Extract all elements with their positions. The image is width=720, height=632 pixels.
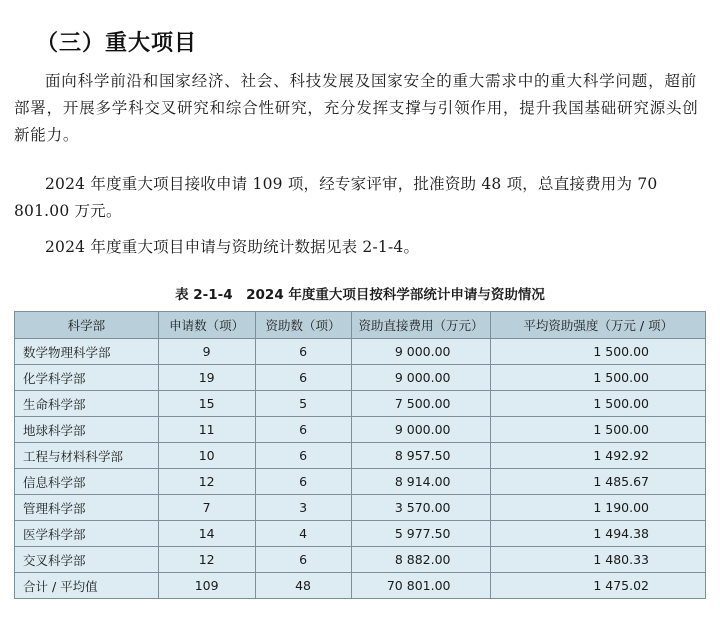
cell-total-applications: 109: [158, 573, 255, 599]
cell-funded: 4: [255, 521, 351, 547]
cell-average-intensity: 1 190.00: [491, 495, 706, 521]
header-department: 科学部: [15, 312, 159, 339]
cell-department: 医学科学部: [15, 521, 159, 547]
cell-direct-cost: 9 000.00: [351, 339, 491, 365]
table-row: [15, 469, 706, 495]
cell-funded: 6: [255, 443, 351, 469]
funding-table: [14, 311, 706, 599]
cell-funded: 3: [255, 495, 351, 521]
cell-applications: 19: [158, 365, 255, 391]
table-row: [15, 521, 706, 547]
table-total-row: [15, 573, 706, 599]
cell-average-intensity: 1 480.33: [491, 547, 706, 573]
header-applications: 申请数（项）: [158, 312, 255, 339]
cell-funded: 6: [255, 547, 351, 573]
cell-department: 化学科学部: [15, 365, 159, 391]
cell-applications: 11: [158, 417, 255, 443]
table-row: [15, 391, 706, 417]
cell-direct-cost: 5 977.50: [351, 521, 491, 547]
header-average-intensity: 平均资助强度（万元 / 项）: [491, 312, 706, 339]
table-row: [15, 495, 706, 521]
cell-average-intensity: 1 500.00: [491, 339, 706, 365]
cell-average-intensity: 1 485.67: [491, 469, 706, 495]
cell-department: 数学物理科学部: [15, 339, 159, 365]
paragraph-table-reference: 2024 年度重大项目申请与资助统计数据见表 2-1-4。: [45, 238, 420, 256]
table-row: [15, 443, 706, 469]
cell-direct-cost: 8 957.50: [351, 443, 491, 469]
cell-direct-cost: 9 000.00: [351, 417, 491, 443]
cell-direct-cost: 8 914.00: [351, 469, 491, 495]
cell-average-intensity: 1 494.38: [491, 521, 706, 547]
cell-average-intensity: 1 500.00: [491, 391, 706, 417]
table-row: [15, 547, 706, 573]
cell-applications: 10: [158, 443, 255, 469]
cell-total-direct-cost: 70 801.00: [351, 573, 491, 599]
cell-department: 工程与材料科学部: [15, 443, 159, 469]
cell-average-intensity: 1 500.00: [491, 417, 706, 443]
cell-average-intensity: 1 500.00: [491, 365, 706, 391]
cell-funded: 6: [255, 417, 351, 443]
cell-direct-cost: 8 882.00: [351, 547, 491, 573]
cell-average-intensity: 1 492.92: [491, 443, 706, 469]
cell-applications: 9: [158, 339, 255, 365]
cell-applications: 12: [158, 547, 255, 573]
cell-applications: 15: [158, 391, 255, 417]
cell-funded: 5: [255, 391, 351, 417]
header-funded: 资助数（项）: [255, 312, 351, 339]
cell-total-label: 合计 / 平均值: [15, 573, 159, 599]
table-caption: 表 2-1-4 2024 年度重大项目按科学部统计申请与资助情况: [175, 287, 545, 303]
table-row: [15, 365, 706, 391]
cell-funded: 6: [255, 469, 351, 495]
cell-direct-cost: 9 000.00: [351, 365, 491, 391]
table-row: [15, 417, 706, 443]
cell-department: 交叉科学部: [15, 547, 159, 573]
cell-applications: 7: [158, 495, 255, 521]
cell-department: 管理科学部: [15, 495, 159, 521]
paragraph-statistics: 2024 年度重大项目接收申请 109 项，经专家评审，批准资助 48 项，总直接费用为 70 801.00 万元。: [14, 175, 658, 220]
cell-direct-cost: 7 500.00: [351, 391, 491, 417]
paragraph-intro: 面向科学前沿和国家经济、社会、科技发展及国家安全的重大需求中的重大科学问题，超前部署，开展多学科交叉研究和综合性研究，充分发挥支撑与引领作用，提升我国基础研究源头创新能力。: [14, 72, 699, 144]
cell-funded: 6: [255, 365, 351, 391]
cell-funded: 6: [255, 339, 351, 365]
cell-applications: 12: [158, 469, 255, 495]
cell-department: 生命科学部: [15, 391, 159, 417]
table-header-row: [15, 312, 706, 339]
cell-total-average-intensity: 1 475.02: [491, 573, 706, 599]
cell-applications: 14: [158, 521, 255, 547]
cell-department: 信息科学部: [15, 469, 159, 495]
cell-department: 地球科学部: [15, 417, 159, 443]
cell-direct-cost: 3 570.00: [351, 495, 491, 521]
section-heading: （三）重大项目: [36, 31, 198, 56]
header-direct-cost: 资助直接费用（万元）: [351, 312, 491, 339]
table-row: [15, 339, 706, 365]
cell-total-funded: 48: [255, 573, 351, 599]
